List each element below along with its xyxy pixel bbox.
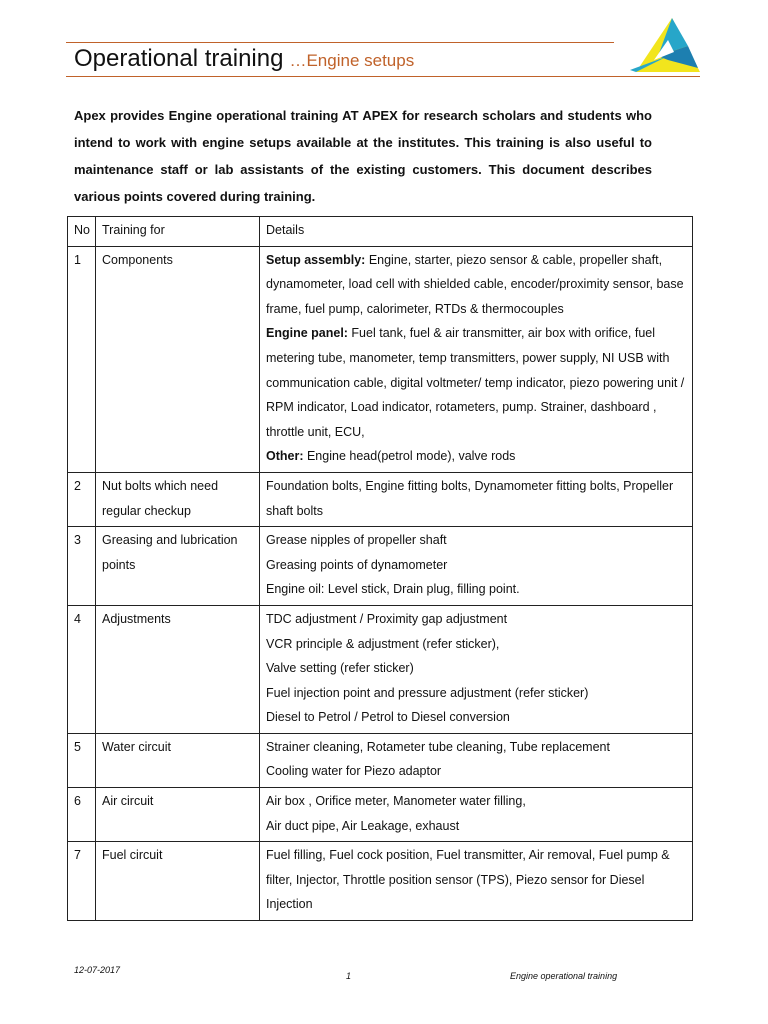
table-row — [68, 788, 693, 842]
detail-text: Engine, starter, piezo sensor & cable, propeller shaft, dynamometer, load cell with shielded cable, encoder/proximity sensor, base frame, fuel pump, calorimeter, RTDs & thermocouples — [266, 252, 684, 316]
table-header-row — [68, 217, 693, 247]
detail-text: VCR principle & adjustment (refer sticker), — [266, 636, 500, 651]
row-training-for: Greasing and lubrication points — [96, 527, 260, 606]
detail-line — [266, 474, 686, 523]
detail-text: Cooling water for Piezo adaptor — [266, 764, 442, 779]
row-details — [260, 842, 693, 921]
col-header-training: Training for — [96, 217, 260, 247]
row-training-for: Components — [96, 246, 260, 472]
detail-text: Air box , Orifice meter, Manometer water filling, — [266, 794, 526, 809]
row-number: 7 — [68, 842, 96, 921]
header-bottom-rule — [66, 76, 700, 77]
table-row — [68, 527, 693, 606]
row-details — [260, 733, 693, 787]
footer-page-number: 1 — [346, 971, 352, 981]
col-header-no: No — [68, 217, 96, 247]
detail-text: Valve setting (refer sticker) — [266, 661, 414, 676]
row-number: 3 — [68, 527, 96, 606]
detail-text: Diesel to Petrol / Petrol to Diesel conversion — [266, 710, 510, 725]
header-top-rule — [66, 42, 614, 43]
training-table — [67, 216, 693, 921]
col-header-details: Details — [260, 217, 693, 247]
row-number: 4 — [68, 605, 96, 733]
detail-text: Strainer cleaning, Rotameter tube cleaning, Tube replacement — [266, 739, 610, 754]
page-title — [74, 45, 414, 73]
table-row — [68, 842, 693, 921]
row-number: 2 — [68, 472, 96, 526]
detail-text: Grease nipples of propeller shaft — [266, 533, 447, 548]
row-details — [260, 788, 693, 842]
table-row — [68, 472, 693, 526]
detail-text: Foundation bolts, Engine fitting bolts, Dynamometer fitting bolts, Propeller shaft bolts — [266, 478, 674, 518]
table-body — [68, 246, 693, 920]
row-training-for: Water circuit — [96, 733, 260, 787]
detail-line — [266, 321, 686, 444]
detail-line — [266, 607, 686, 632]
detail-line — [266, 656, 686, 681]
footer-doc-name: Engine operational training — [510, 971, 618, 981]
triangle-logo-icon — [628, 16, 702, 74]
row-number: 5 — [68, 733, 96, 787]
title-main: Operational training — [74, 45, 284, 72]
row-training-for: Adjustments — [96, 605, 260, 733]
detail-text: Greasing points of dynamometer — [266, 557, 448, 572]
detail-line — [266, 681, 686, 706]
detail-line — [266, 528, 686, 553]
row-number: 1 — [68, 246, 96, 472]
detail-text: Fuel injection point and pressure adjustment (refer sticker) — [266, 685, 589, 700]
title-subtitle: …Engine setups — [289, 51, 415, 70]
row-training-for: Fuel circuit — [96, 842, 260, 921]
detail-text: Fuel filling, Fuel cock position, Fuel transmitter, Air removal, Fuel pump & filter, Injector, Throttle position sensor (TPS), Piezo sensor for Diesel Injection — [266, 848, 670, 912]
detail-label: Other: — [266, 449, 304, 464]
table-row — [68, 605, 693, 733]
row-number: 6 — [68, 788, 96, 842]
row-details — [260, 605, 693, 733]
detail-line — [266, 553, 686, 578]
detail-line — [266, 814, 686, 839]
detail-label: Setup assembly: — [266, 252, 366, 267]
row-training-for: Nut bolts which need regular checkup — [96, 472, 260, 526]
detail-text: Air duct pipe, Air Leakage, exhaust — [266, 818, 460, 833]
detail-label: Engine panel: — [266, 326, 348, 341]
table-row — [68, 246, 693, 472]
detail-line — [266, 248, 686, 322]
row-details — [260, 527, 693, 606]
detail-text: Fuel tank, fuel & air transmitter, air box with orifice, fuel metering tube, manometer, temp transmitters, power supply, NI USB with communication cable, digital voltmeter/ temp indicator, piezo powering unit / RPM indicator, Load indicator, rotameters, pump. Strainer, dashboard , throttle unit, ECU, — [266, 326, 685, 439]
footer-date: 12-07-2017 — [74, 965, 121, 975]
detail-text: Engine head(petrol mode), valve rods — [303, 449, 516, 464]
row-details — [260, 246, 693, 472]
detail-line — [266, 444, 686, 469]
detail-line — [266, 632, 686, 657]
detail-text: Engine oil: Level stick, Drain plug, filling point. — [266, 582, 520, 597]
detail-line — [266, 577, 686, 602]
row-details — [260, 472, 693, 526]
detail-line — [266, 843, 686, 917]
table-row — [68, 733, 693, 787]
intro-paragraph: Apex provides Engine operational training AT APEX for research scholars and students who intend to work with engine setups available at the institutes. This training is also useful to maintenance staff or lab assistants of the existing customers. This document describes various points covered during training. — [74, 108, 652, 204]
detail-line — [266, 705, 686, 730]
row-training-for: Air circuit — [96, 788, 260, 842]
detail-line — [266, 789, 686, 814]
detail-line — [266, 759, 686, 784]
detail-line — [266, 735, 686, 760]
detail-text: TDC adjustment / Proximity gap adjustment — [266, 611, 508, 626]
